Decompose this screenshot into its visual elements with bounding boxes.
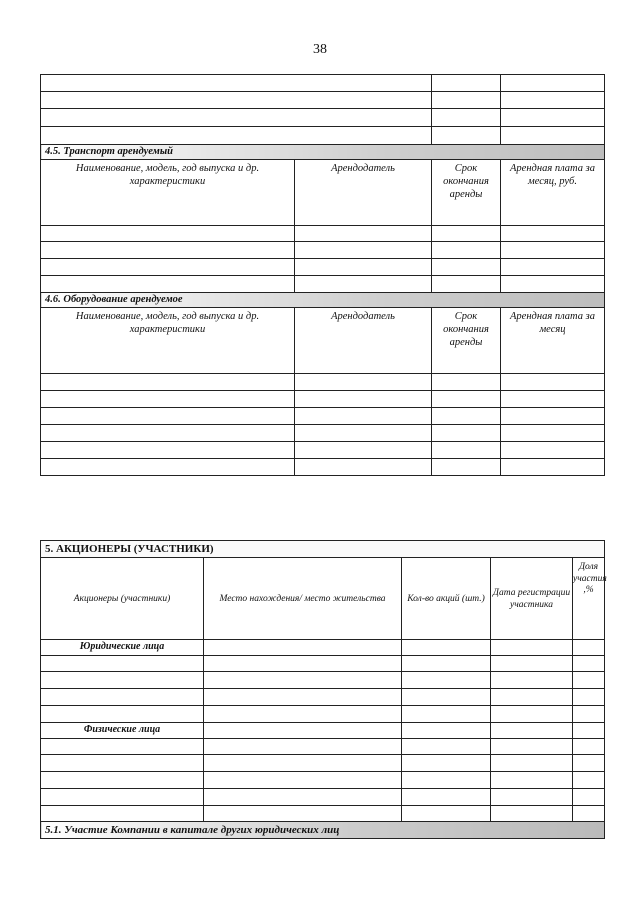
section-5-header-row [41, 541, 605, 558]
group-legal-label: Юридические лица [41, 640, 204, 656]
shareholders-table [40, 540, 605, 839]
table-row [41, 75, 605, 92]
table-row [41, 276, 605, 293]
table-row [41, 459, 605, 476]
table-row [41, 442, 605, 459]
table-row [41, 92, 605, 109]
section-5-title: 5. АКЦИОНЕРЫ (УЧАСТНИКИ) [41, 541, 605, 558]
group-physical-row [41, 723, 605, 739]
col-location-header: Место нахождения/ место жительства [204, 558, 402, 640]
table-row [41, 408, 605, 425]
col-name-header: Наименование, модель, год выпуска и др. характеристики [41, 160, 295, 226]
col-name-header: Наименование, модель, год выпуска и др. характеристики [41, 308, 295, 374]
page-number: 38 [313, 42, 327, 57]
section-4-5-title: 4.5. Транспорт арендуемый [41, 145, 605, 160]
table-row [41, 672, 605, 689]
section-4-6-header-row [41, 293, 605, 308]
table-row [41, 109, 605, 127]
table-row [41, 739, 605, 755]
col-term-header: Срок окончания аренды [432, 160, 501, 226]
group-physical-label: Физические лица [41, 723, 204, 739]
col-rent-header: Арендная плата за месяц [501, 308, 605, 374]
group-legal-row [41, 640, 605, 656]
table-row [41, 242, 605, 259]
section-4-6-title: 4.6. Оборудование арендуемое [41, 293, 605, 308]
table-row [41, 226, 605, 242]
col-shareholders-header: Акционеры (участники) [41, 558, 204, 640]
table-row [41, 806, 605, 822]
col-shares-header: Кол-во акций (шт.) [402, 558, 491, 640]
section-4-6-column-headers [41, 308, 605, 374]
section-5-1-title: 5.1. Участие Компании в капитале других юридических лиц [41, 822, 605, 839]
table-row [41, 706, 605, 723]
section-4-5-column-headers [41, 160, 605, 226]
col-reg-date-header: Дата регистрации участника [491, 558, 573, 640]
section-5-1-header-row [41, 822, 605, 839]
col-lessor-header: Арендодатель [295, 160, 432, 226]
table-row [41, 772, 605, 789]
table-row [41, 689, 605, 706]
table-row [41, 259, 605, 276]
table-row [41, 755, 605, 772]
col-rent-header: Арендная плата за месяц, руб. [501, 160, 605, 226]
table-row [41, 425, 605, 442]
col-lessor-header: Арендодатель [295, 308, 432, 374]
section-5-column-headers [41, 558, 605, 640]
col-share-percent-header: Доля участия ,% [573, 558, 605, 640]
section-4-5-header-row [41, 145, 605, 160]
table-row [41, 789, 605, 806]
col-term-header: Срок окончания аренды [432, 308, 501, 374]
table-row [41, 374, 605, 391]
table-row [41, 127, 605, 145]
table-row [41, 391, 605, 408]
table-row [41, 656, 605, 672]
rental-tables [40, 74, 605, 476]
